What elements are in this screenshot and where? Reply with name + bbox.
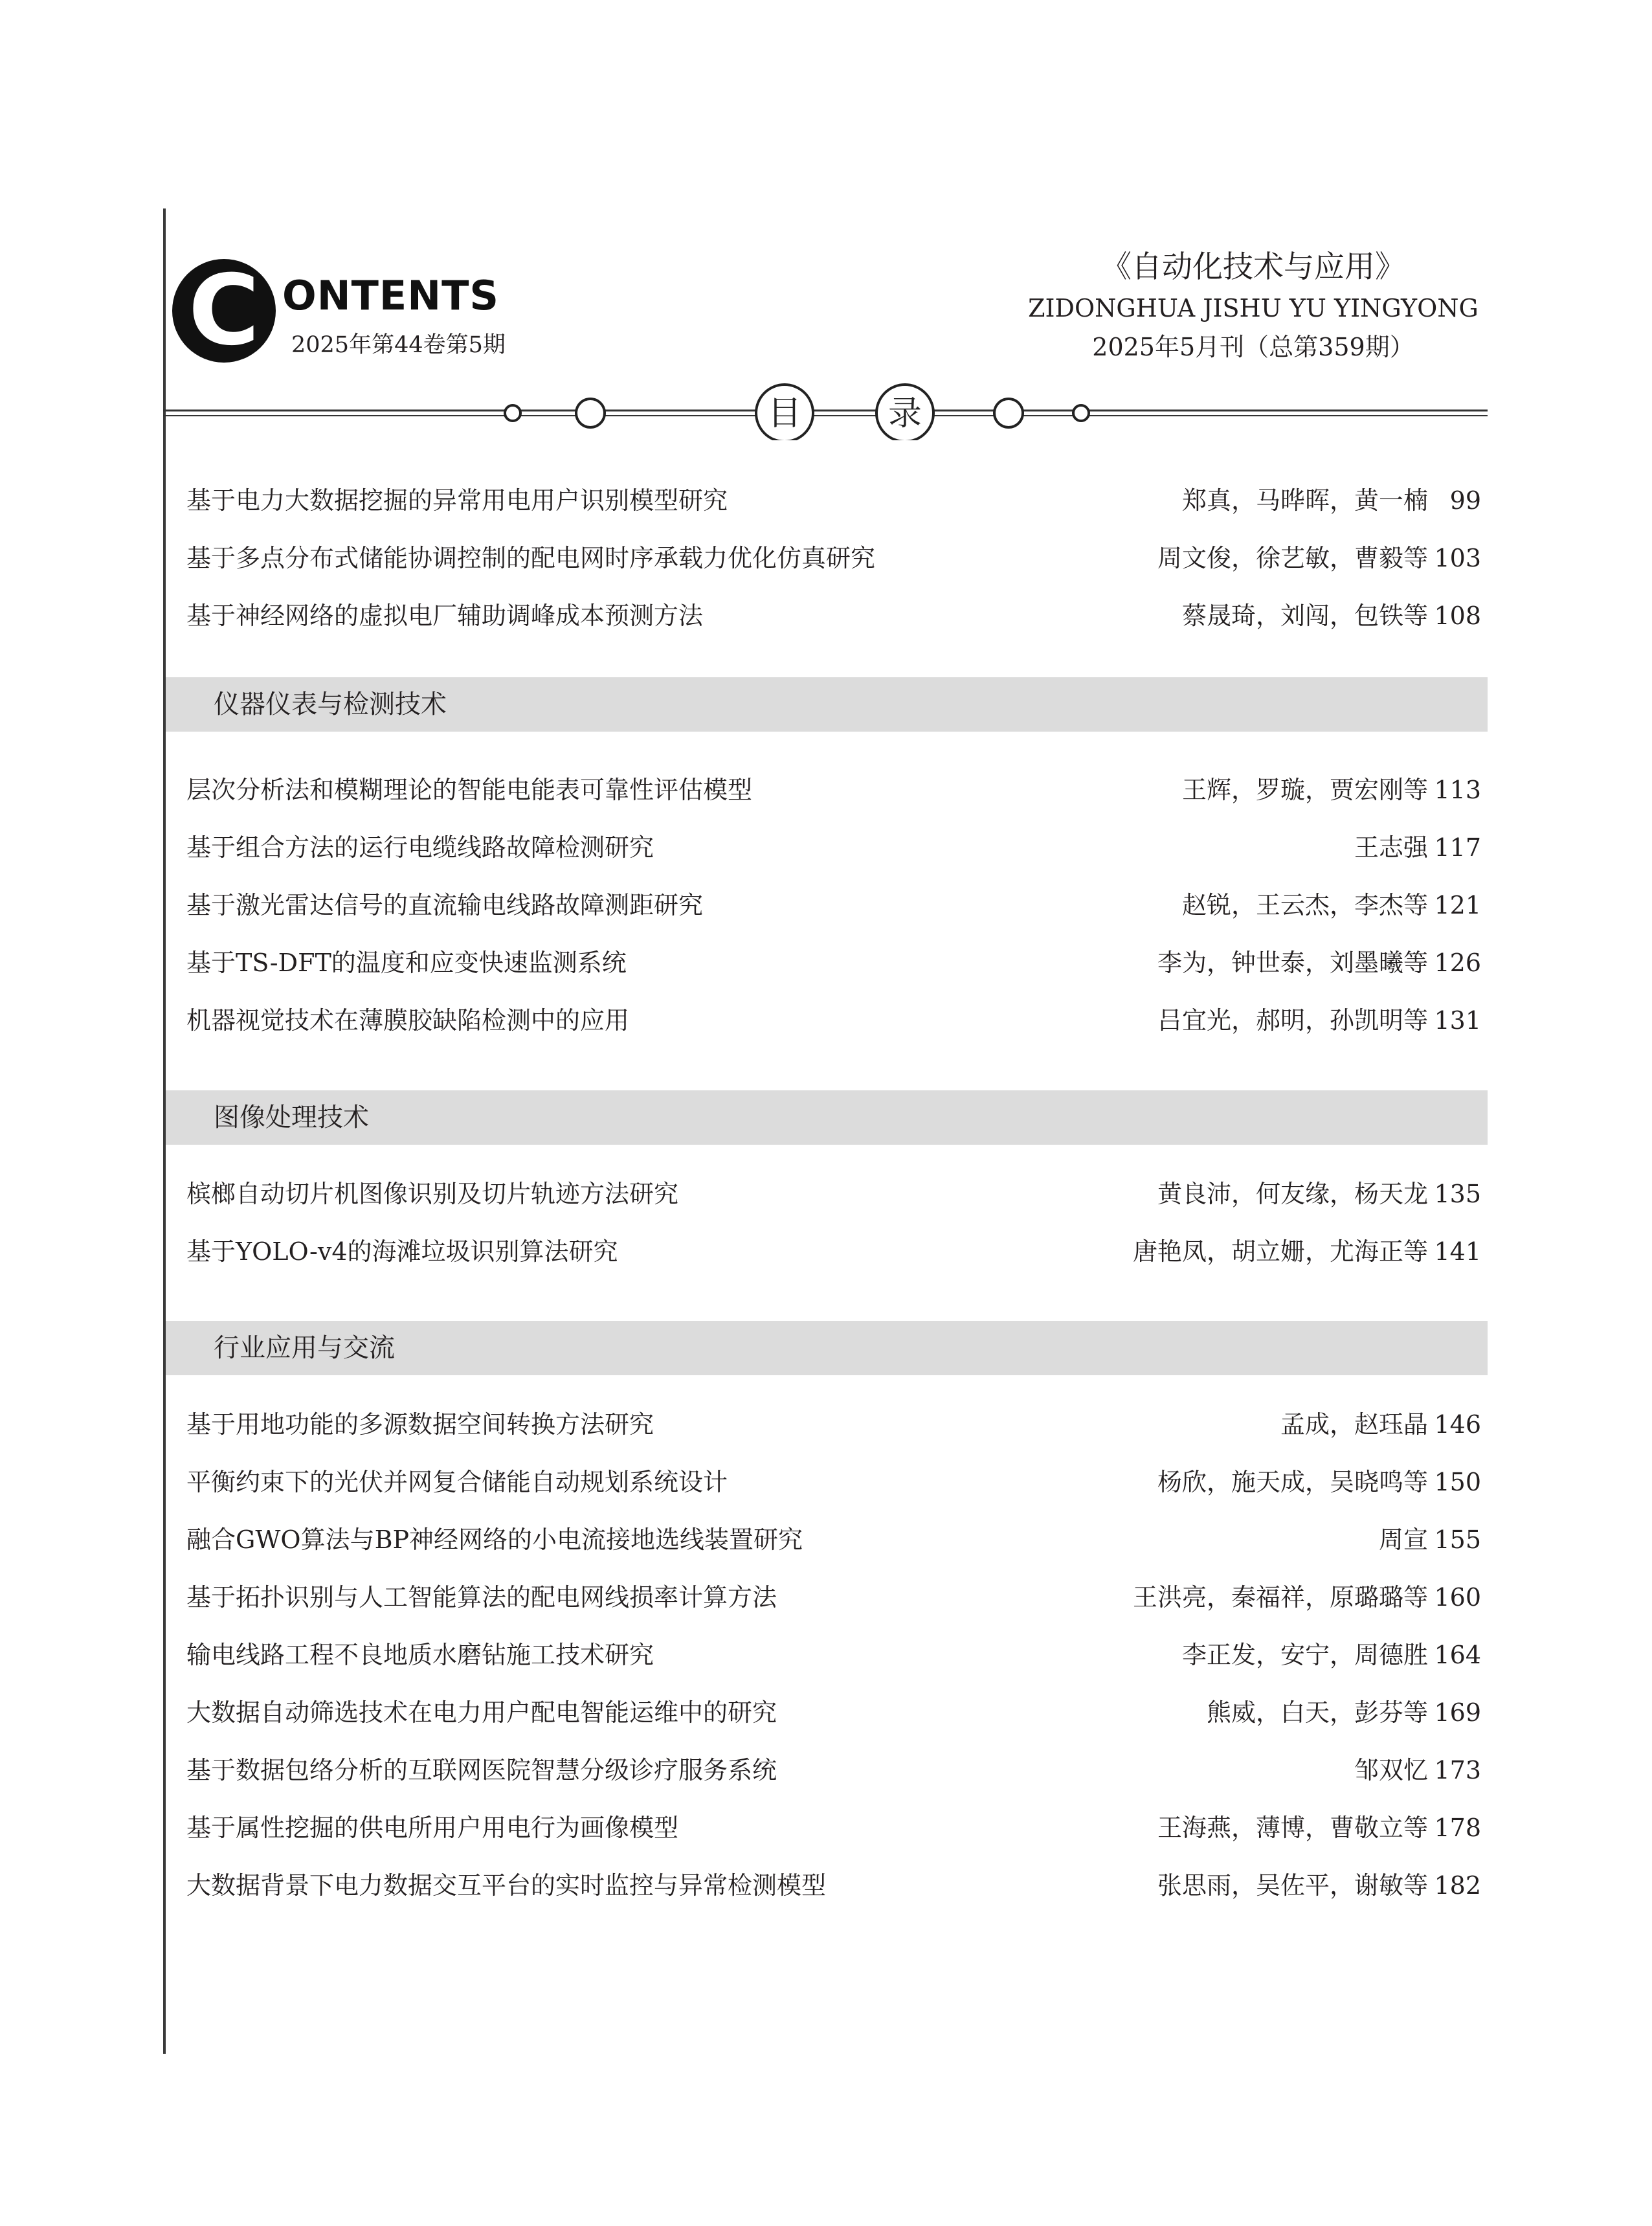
entry-title: 基于YOLO-v4的海滩垃圾识别算法研究 <box>186 1237 618 1266</box>
entry-page: 126 <box>1434 949 1481 977</box>
entry-title: 输电线路工程不良地质水磨钻施工技术研究 <box>186 1641 654 1669</box>
toc-entry[interactable] <box>186 943 1481 982</box>
entry-page: 155 <box>1434 1525 1481 1554</box>
journal-title: 《自动化技术与应用》 <box>1101 249 1405 285</box>
contents-logo-text: ONTENTS <box>282 272 500 319</box>
entry-title: 融合GWO算法与BP神经网络的小电流接地选线装置研究 <box>186 1525 803 1554</box>
toc-entry[interactable] <box>186 1578 1481 1617</box>
toc-entry[interactable] <box>186 770 1481 809</box>
entry-page: 113 <box>1434 776 1481 804</box>
entry-authors: 王辉，罗璇，贾宏刚等 <box>1181 776 1428 804</box>
toc-entry[interactable] <box>186 1520 1481 1559</box>
toc-entry[interactable] <box>186 1808 1481 1847</box>
entry-title: 基于用地功能的多源数据空间转换方法研究 <box>186 1410 654 1439</box>
entry-title: 基于数据包络分析的互联网医院智慧分级诊疗服务系统 <box>186 1756 777 1784</box>
journal-info <box>1007 246 1499 366</box>
entry-title: 大数据自动筛选技术在电力用户配电智能运维中的研究 <box>186 1698 777 1727</box>
entry-authors: 王志强 <box>1354 833 1428 862</box>
entry-authors: 唐艳凤，胡立姗，尤海正等 <box>1132 1237 1428 1266</box>
entry-title: 槟榔自动切片机图像识别及切片轨迹方法研究 <box>186 1180 679 1208</box>
toc-entry[interactable] <box>186 1751 1481 1790</box>
entry-page: 131 <box>1434 1006 1481 1035</box>
entry-authors: 黄良沛，何友缘，杨天龙 <box>1157 1180 1428 1208</box>
entry-page: 121 <box>1434 891 1481 919</box>
medium-circle-left <box>576 399 605 427</box>
entry-title: 基于组合方法的运行电缆线路故障检测研究 <box>186 833 654 862</box>
mulu-divider <box>163 382 1490 440</box>
mulu-char-2: 录 <box>887 394 922 433</box>
entry-authors: 孟成，赵珏晶 <box>1280 1410 1428 1439</box>
entry-page: 182 <box>1434 1871 1481 1900</box>
entry-title: 机器视觉技术在薄膜胶缺陷检测中的应用 <box>186 1006 630 1035</box>
entry-page: 99 <box>1449 486 1481 515</box>
entry-title: 基于属性挖掘的供电所用户用电行为画像模型 <box>186 1814 679 1842</box>
issue-line: 2025年第44卷第5期 <box>291 332 506 358</box>
toc-entry[interactable] <box>186 481 1481 520</box>
entry-title: 基于激光雷达信号的直流输电线路故障测距研究 <box>186 891 704 919</box>
entry-authors: 邹双忆 <box>1354 1756 1428 1784</box>
entry-page: 146 <box>1434 1410 1481 1439</box>
toc-entry[interactable] <box>186 1001 1481 1040</box>
entry-page: 169 <box>1434 1698 1481 1727</box>
entry-page: 117 <box>1434 833 1481 862</box>
toc-entry[interactable] <box>186 1693 1481 1732</box>
entry-authors: 熊威，白天，彭芬等 <box>1206 1698 1428 1727</box>
entry-page: 173 <box>1434 1756 1481 1784</box>
entry-authors: 周宣 <box>1378 1525 1428 1554</box>
entry-page: 135 <box>1434 1180 1481 1208</box>
entry-authors: 杨欣，施天成，吴晓鸣等 <box>1157 1468 1428 1496</box>
entry-page: 150 <box>1434 1468 1481 1496</box>
section-heading-band <box>166 1090 1488 1145</box>
section-heading: 行业应用与交流 <box>214 1333 395 1363</box>
entry-authors: 李为，钟世泰，刘墨曦等 <box>1157 949 1428 977</box>
toc-entry[interactable] <box>186 1405 1481 1444</box>
entry-authors: 周文俊，徐艺敏，曹毅等 <box>1157 544 1428 572</box>
section-heading: 仪器仪表与检测技术 <box>214 690 447 719</box>
toc-entry[interactable] <box>186 1175 1481 1213</box>
medium-circle-right <box>994 399 1023 427</box>
entry-authors: 王海燕，薄博，曹敬立等 <box>1157 1814 1428 1842</box>
contents-logo-letter: C <box>172 259 276 363</box>
entry-authors: 张思雨，吴佐平，谢敏等 <box>1157 1871 1428 1900</box>
section-heading-band <box>166 1321 1488 1375</box>
entry-title: 基于TS-DFT的温度和应变快速监测系统 <box>186 949 627 977</box>
toc-entry[interactable] <box>186 1232 1481 1271</box>
entry-authors: 李正发，安宁，周德胜 <box>1181 1641 1428 1669</box>
toc-entry[interactable] <box>186 1463 1481 1501</box>
toc-entry[interactable] <box>186 1636 1481 1674</box>
section-heading-band <box>166 677 1488 732</box>
entry-title: 基于神经网络的虚拟电厂辅助调峰成本预测方法 <box>186 601 704 630</box>
entry-authors: 赵锐，王云杰，李杰等 <box>1181 891 1428 919</box>
entry-authors: 郑真，马晔晖，黄一楠 <box>1181 486 1428 515</box>
small-circle-left <box>505 405 520 421</box>
section-heading: 图像处理技术 <box>214 1103 369 1132</box>
small-circle-right <box>1073 405 1089 421</box>
entry-title: 大数据背景下电力数据交互平台的实时监控与异常检测模型 <box>186 1871 827 1900</box>
toc-entry[interactable] <box>186 1866 1481 1905</box>
entry-page: 108 <box>1434 601 1481 630</box>
toc-entry[interactable] <box>186 596 1481 635</box>
entry-authors: 吕宜光，郝明，孙凯明等 <box>1157 1006 1428 1035</box>
entry-page: 178 <box>1434 1814 1481 1842</box>
entry-title: 基于拓扑识别与人工智能算法的配电网线损率计算方法 <box>186 1583 777 1612</box>
entry-page: 164 <box>1434 1641 1481 1669</box>
toc-entry[interactable] <box>186 828 1481 867</box>
mulu-char-1: 目 <box>767 394 802 433</box>
entry-authors: 蔡晟琦，刘闯，包铁等 <box>1181 601 1428 630</box>
entry-page: 103 <box>1434 544 1481 572</box>
entry-page: 141 <box>1434 1237 1481 1266</box>
entry-title: 基于电力大数据挖掘的异常用电用户识别模型研究 <box>186 486 728 515</box>
monthly-line: 2025年5月刊（总第359期） <box>1092 333 1414 361</box>
toc-entry[interactable] <box>186 539 1481 578</box>
journal-pinyin: ZIDONGHUA JISHU YU YINGYONG <box>1028 294 1479 322</box>
toc-entry[interactable] <box>186 886 1481 925</box>
entry-title: 平衡约束下的光伏并网复合储能自动规划系统设计 <box>186 1468 728 1496</box>
entry-title: 基于多点分布式储能协调控制的配电网时序承载力优化仿真研究 <box>186 544 876 572</box>
entry-page: 160 <box>1434 1583 1481 1612</box>
entry-title: 层次分析法和模糊理论的智能电能表可靠性评估模型 <box>186 776 753 804</box>
entry-authors: 王洪亮，秦福祥，原璐璐等 <box>1132 1583 1428 1612</box>
